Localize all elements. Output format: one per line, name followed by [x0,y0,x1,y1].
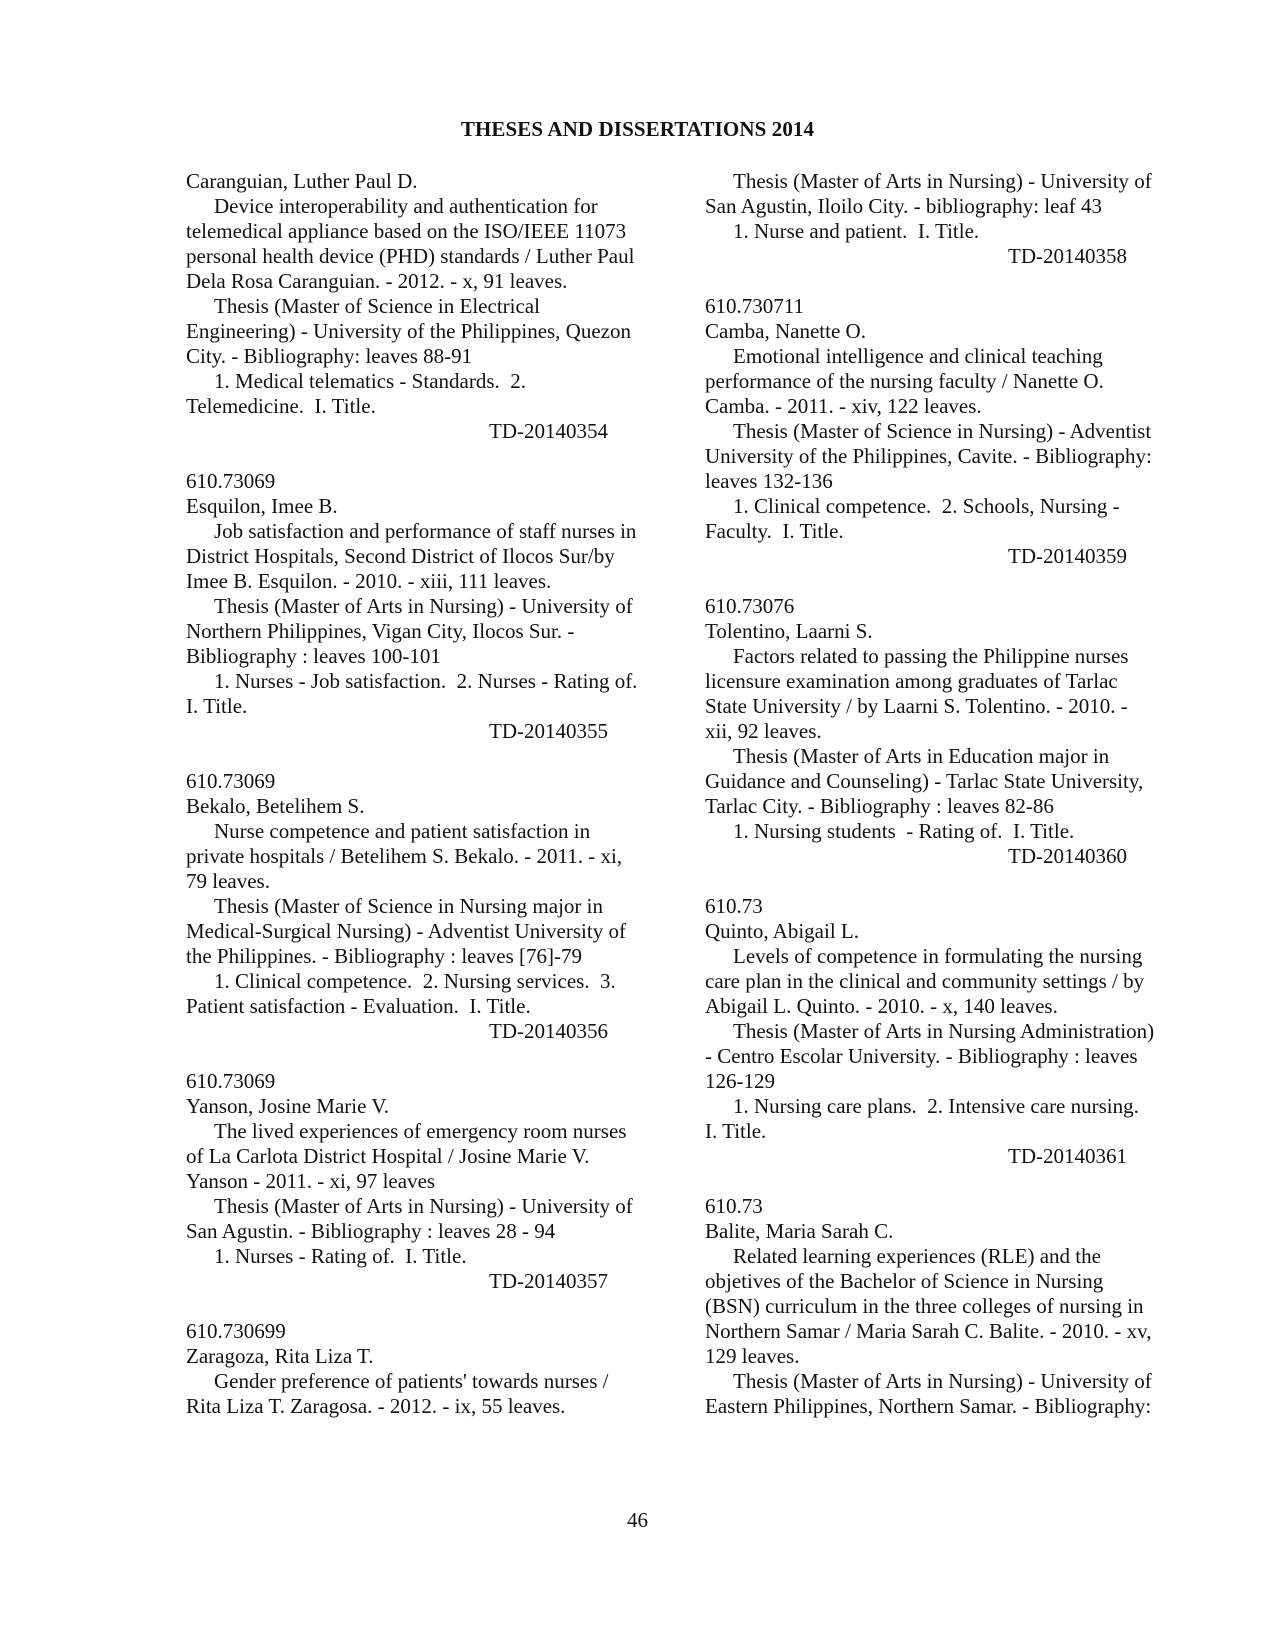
text-line: Gender preference of patients' towards nurses / [214,1369,609,1393]
text-line: leaves 132-136 [705,469,833,493]
text-line: 1. Nurse and patient. I. Title. [733,219,980,243]
page-title: THESES AND DISSERTATIONS 2014 [460,117,815,141]
text-line: Related learning experiences (RLE) and the [733,1244,1101,1268]
accession-number: TD-20140361 [1008,1144,1127,1168]
text-line: 1. Nurses - Rating of. I. Title. [214,1244,467,1268]
page-number: 46 [627,1508,648,1532]
text-line: 1. Nursing students - Rating of. I. Title. [733,819,1075,843]
entry-separator [705,569,1195,594]
text-line: Balite, Maria Sarah C. [705,1219,894,1243]
text-line: Northern Philippines, Vigan City, Ilocos Sur. - [186,619,575,643]
text-line: licensure examination among graduates of Tarlac [705,669,1118,693]
text-line: Levels of competence in formulating the nursing [733,944,1143,968]
text-line: Medical-Surgical Nursing) - Adventist University of [186,919,626,943]
accession-number: TD-20140357 [489,1269,608,1293]
accession-number: TD-20140360 [1008,844,1127,868]
text-line: 610.73 [705,894,763,918]
text-line: 1. Nurses - Job satisfaction. 2. Nurses - Rating of. [214,669,638,693]
text-line: the Philippines. - Bibliography : leaves [76]-79 [186,944,583,968]
text-line: Nurse competence and patient satisfaction in [214,819,591,843]
entry-separator [186,1294,676,1319]
accession-number: TD-20140356 [489,1019,608,1043]
text-line: Factors related to passing the Philippine nurses [733,644,1129,668]
text-line: 79 leaves. [186,869,270,893]
text-line: Eastern Philippines, Northern Samar. - Bibliography: [705,1394,1152,1418]
text-line: xii, 92 leaves. [705,719,822,743]
text-line: 1. Medical telematics - Standards. 2. [214,369,526,393]
right-column [705,169,1195,1419]
text-line: 610.73069 [186,1069,276,1093]
text-line: The lived experiences of emergency room nurses [214,1119,627,1143]
text-line: Thesis (Master of Arts in Nursing) - University of [214,594,633,618]
text-line: District Hospitals, Second District of Ilocos Sur/by [186,544,615,568]
text-line: City. - Bibliography: leaves 88-91 [186,344,473,368]
text-line: Quinto, Abigail L. [705,919,859,943]
text-line: Thesis (Master of Science in Nursing) - Adventist [733,419,1152,443]
entry-separator [705,269,1195,294]
text-line: Bekalo, Betelihem S. [186,794,365,818]
text-line: Thesis (Master of Arts in Nursing) - University of [214,1194,633,1218]
text-line: objetives of the Bachelor of Science in Nursing [705,1269,1104,1293]
text-line: Telemedicine. I. Title. [186,394,376,418]
text-line: - Centro Escolar University. - Bibliography : leaves [705,1044,1138,1068]
entry-separator [705,1169,1195,1194]
text-line: 610.73076 [705,594,795,618]
text-line: private hospitals / Betelihem S. Bekalo. - 2011. - xi, [186,844,623,868]
text-line: Camba, Nanette O. [705,319,866,343]
text-line: Esquilon, Imee B. [186,494,338,518]
text-line: 610.73 [705,1194,763,1218]
accession-number: TD-20140358 [1008,244,1127,268]
accession-number: TD-20140354 [489,419,608,443]
text-line: 1. Clinical competence. 2. Schools, Nursing - [733,494,1120,518]
text-line: Dela Rosa Caranguian. - 2012. - x, 91 leaves. [186,269,568,293]
text-line: Camba. - 2011. - xiv, 122 leaves. [705,394,982,418]
text-line: Imee B. Esquilon. - 2010. - xiii, 111 leaves. [186,569,552,593]
text-line: Rita Liza T. Zaragosa. - 2012. - ix, 55 leaves. [186,1394,566,1418]
text-line: 610.730699 [186,1319,286,1343]
entry-separator [705,869,1195,894]
accession-number: TD-20140355 [489,719,608,743]
text-line: I. Title. [705,1119,767,1143]
text-line: of La Carlota District Hospital / Josine Marie V. [186,1144,590,1168]
text-line: I. Title. [186,694,248,718]
text-line: Yanson - 2011. - xi, 97 leaves [186,1169,436,1193]
text-line: Tarlac City. - Bibliography : leaves 82-86 [705,794,1054,818]
text-line: State University / by Laarni S. Tolentino. - 2010. - [705,694,1128,718]
text-line: 126-129 [705,1069,775,1093]
text-line: Thesis (Master of Science in Electrical [214,294,540,318]
entry-separator [186,444,676,469]
text-line: Abigail L. Quinto. - 2010. - x, 140 leaves. [705,994,1058,1018]
text-line: Bibliography : leaves 100-101 [186,644,441,668]
text-line: Caranguian, Luther Paul D. [186,169,418,193]
text-line: University of the Philippines, Cavite. - Bibliography: [705,444,1152,468]
text-line: 129 leaves. [705,1344,800,1368]
text-line: care plan in the clinical and community settings / by [705,969,1145,993]
text-line: Thesis (Master of Science in Nursing major in [214,894,603,918]
text-line: Tolentino, Laarni S. [705,619,873,643]
text-line: Guidance and Counseling) - Tarlac State University, [705,769,1144,793]
text-line: Engineering) - University of the Philippines, Quezon [186,319,631,343]
text-line: Yanson, Josine Marie V. [186,1094,390,1118]
text-line: Patient satisfaction - Evaluation. I. Title. [186,994,531,1018]
text-line: San Agustin, Iloilo City. - bibliography: leaf 43 [705,194,1103,218]
entry-separator [186,744,676,769]
accession-number: TD-20140359 [1008,544,1127,568]
text-line: performance of the nursing faculty / Nanette O. [705,369,1104,393]
text-line: (BSN) curriculum in the three colleges of nursing in [705,1294,1144,1318]
text-line: 610.73069 [186,469,276,493]
entry-separator [186,1044,676,1069]
text-line: 1. Nursing care plans. 2. Intensive care nursing. [733,1094,1139,1118]
text-line: Northern Samar / Maria Sarah C. Balite. - 2010. - xv, [705,1319,1152,1343]
text-line: 610.73069 [186,769,276,793]
text-line: Zaragoza, Rita Liza T. [186,1344,374,1368]
text-line: Thesis (Master of Arts in Nursing) - University of [733,1369,1152,1393]
text-line: Device interoperability and authentication for [214,194,598,218]
text-line: personal health device (PHD) standards / Luther Paul [186,244,635,268]
text-line: Job satisfaction and performance of staff nurses in [214,519,637,543]
text-line: Emotional intelligence and clinical teaching [733,344,1103,368]
text-line: telemedical appliance based on the ISO/IEEE 11073 [186,219,627,243]
text-line: 610.730711 [705,294,804,318]
text-line: 1. Clinical competence. 2. Nursing services. 3. [214,969,616,993]
text-line: Thesis (Master of Arts in Nursing) - University of [733,169,1152,193]
text-line: San Agustin. - Bibliography : leaves 28 - 94 [186,1219,556,1243]
left-column [186,169,676,1419]
text-line: Thesis (Master of Arts in Nursing Administration) [733,1019,1155,1043]
text-line: Thesis (Master of Arts in Education major in [733,744,1110,768]
text-line: Faculty. I. Title. [705,519,844,543]
